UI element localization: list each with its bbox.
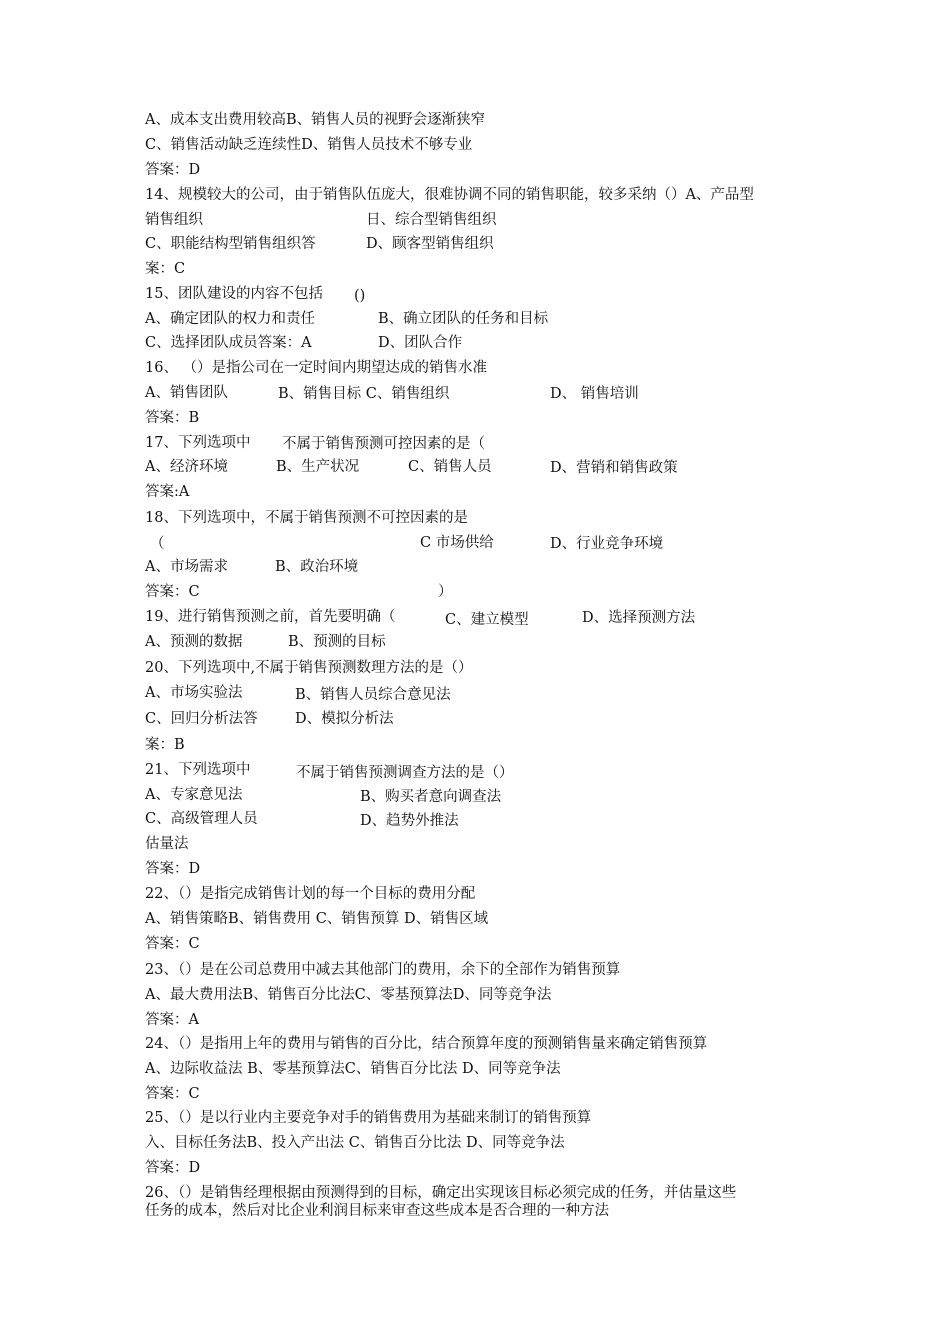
option-line: 日、综合型销售组织 xyxy=(366,212,497,228)
answer-line: 答案：D xyxy=(145,162,201,178)
option-line: C 市场供给 xyxy=(420,535,494,551)
question-paren: () xyxy=(354,288,366,304)
answer-line: 答案：D xyxy=(145,1160,201,1176)
option-line: D、顾客型销售组织 xyxy=(366,236,494,252)
answer-line: 答案:A xyxy=(145,484,190,500)
option-line: 入、目标任务法B、投入产出法 C、销售百分比法 D、同等竞争法 xyxy=(145,1135,565,1151)
question-15: 15、团队建设的内容不包括 xyxy=(145,286,323,302)
question-paren: （ xyxy=(150,536,165,552)
question-25: 25、（）是以行业内主要竞争对手的销售费用为基础来制订的销售预算 xyxy=(145,1110,592,1126)
option-line: 估量法 xyxy=(145,836,189,852)
question-26: 26、（）是销售经理根据由预测得到的目标，确定出实现该目标必须完成的任务，并估量这些 xyxy=(145,1185,737,1201)
question-17: 17、下列选项中 xyxy=(145,435,251,451)
option-line: A、确定团队的权力和责任 xyxy=(145,311,315,327)
option-line: D、趋势外推法 xyxy=(360,813,459,829)
option-line: B、生产状况 xyxy=(276,459,360,475)
option-line: D、选择预测方法 xyxy=(582,610,696,626)
option-line: A、边际收益法 B、零基预算法C、销售百分比法 D、同等竞争法 xyxy=(145,1061,561,1077)
option-line: A、市场实验法 xyxy=(145,685,243,701)
option-line: D、营销和销售政策 xyxy=(550,460,678,476)
answer-line: 案：C xyxy=(145,261,186,277)
question-22: 22、（）是指完成销售计划的每一个目标的费用分配 xyxy=(145,886,476,902)
option-line: D、 销售培训 xyxy=(550,386,639,402)
option-line: A、成本支出费用较高B、销售人员的视野会逐渐狭窄 xyxy=(145,112,486,128)
answer-line: 答案：B xyxy=(145,410,200,426)
option-line: D、行业竞争环境 xyxy=(550,536,664,552)
option-line: B、确立团队的任务和目标 xyxy=(378,311,549,327)
question-21-cont: 不属于销售预测调查方法的是（） xyxy=(296,765,514,781)
question-18: 18、下列选项中，不属于销售预测不可控因素的是 xyxy=(145,510,468,526)
question-24: 24、（）是指用上年的费用与销售的百分比，结合预算年度的预测销售量来确定销售预算 xyxy=(145,1036,708,1052)
option-line: A、销售策略B、销售费用 C、销售预算 D、销售区域 xyxy=(145,911,489,927)
option-line: A、市场需求 xyxy=(145,559,228,575)
option-line: B、销售人员综合意见法 xyxy=(295,687,451,703)
option-line: C、职能结构型销售组织答 xyxy=(145,236,316,252)
option-line: C、高级管理人员 xyxy=(145,811,258,827)
question-21: 21、下列选项中 xyxy=(145,762,251,778)
question-20: 20、下列选项中,不属于销售预测数理方法的是（） xyxy=(145,660,473,676)
option-line: C、建立模型 xyxy=(445,612,529,628)
option-line: B、预测的目标 xyxy=(288,634,386,650)
answer-line: 案：B xyxy=(145,737,185,753)
option-line: C、销售活动缺乏连续性D、销售人员技术不够专业 xyxy=(145,137,473,153)
question-23: 23、（）是在公司总费用中减去其他部门的费用，余下的全部作为销售预算 xyxy=(145,962,621,978)
option-line: A、销售团队 xyxy=(145,385,228,401)
answer-line: 答案：C xyxy=(145,936,200,952)
question-16: 16、 （）是指公司在一定时间内期望达成的销售水准 xyxy=(145,360,488,376)
option-line: 销售组织 xyxy=(145,212,203,228)
answer-line: 答案：C xyxy=(145,1086,200,1102)
answer-line: 答案：C xyxy=(145,584,200,600)
answer-line: 答案：D xyxy=(145,861,201,877)
option-line: B、政治环境 xyxy=(275,559,359,575)
option-line: B、销售目标 C、销售组织 xyxy=(278,386,450,402)
option-line: A、专家意见法 xyxy=(145,787,243,803)
question-17-cont: 不属于销售预测可控因素的是（ xyxy=(282,436,485,452)
option-line: A、最大费用法B、销售百分比法C、零基预算法D、同等竞争法 xyxy=(145,987,552,1003)
answer-line: 答案：A xyxy=(145,1012,199,1028)
option-line: A、经济环境 xyxy=(145,459,228,475)
question-14: 14、规模较大的公司，由于销售队伍庞大，很难协调不同的销售职能，较多采纳（）A、产品型 xyxy=(145,187,754,203)
option-line: A、预测的数据 xyxy=(145,634,243,650)
option-line: D、团队合作 xyxy=(378,335,463,351)
option-line: C、回归分析法答 xyxy=(145,711,258,727)
question-19: 19、进行销售预测之前，首先要明确（ xyxy=(145,609,396,625)
question-26-cont: 任务的成本，然后对比企业利润目标来审查这些成本是否合理的一种方法 xyxy=(145,1203,609,1219)
option-line: C、选择团队成员答案：A xyxy=(145,335,312,351)
option-line: B、购买者意向调查法 xyxy=(360,789,502,805)
question-paren: ） xyxy=(438,584,453,600)
option-line: C、销售人员 xyxy=(408,459,492,475)
option-line: D、模拟分析法 xyxy=(295,711,394,727)
